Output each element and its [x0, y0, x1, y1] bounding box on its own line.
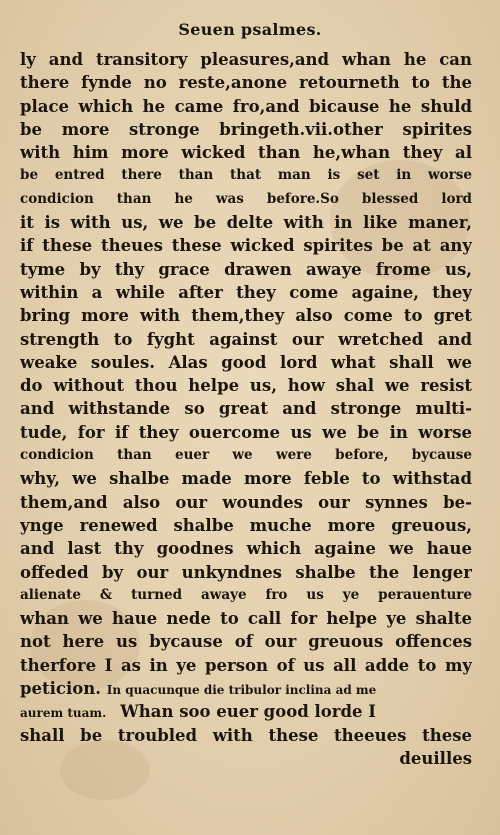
text-line: them,and also our woundes our synnes be- [20, 492, 472, 512]
latin-quotation: In quacunque die tribulor inclina ad me [106, 683, 377, 698]
text-line: and last thy goodnes which againe we haue [20, 539, 472, 559]
text-line: place which he came fro,and bicause he shuld [20, 96, 472, 116]
text-line: whan we haue nede to call for helpe ye shalte [20, 609, 472, 629]
catchword: deuilles [399, 748, 472, 768]
body-text [20, 48, 472, 770]
text-line: why, we shalbe made more feble to withstad [20, 469, 472, 489]
text-line: alienate & turned awaye fro us ye perauenture [20, 586, 472, 603]
text-line: weake soules. Alas good lord what shall we [20, 352, 472, 372]
text-line: if these theues these wicked spirites be at any [20, 236, 472, 256]
text-fragment: Whan soo euer good lorde I [120, 702, 376, 722]
text-line: tyme by thy grace drawen awaye frome us, [20, 259, 472, 279]
text-line: condicion than euer we were before, bycause [20, 447, 472, 464]
latin-quotation: aurem tuam. [20, 706, 107, 721]
text-line: there fynde no reste,anone retourneth to the [20, 73, 472, 93]
text-line: be more stronge bringeth.vii.other spirites [20, 119, 472, 139]
text-line: do without thou helpe us, how shal we resist [20, 376, 472, 396]
text-line: ly and transitory pleasures,and whan he can [20, 50, 472, 69]
text-line: within a while after they come againe, they [20, 282, 472, 302]
text-line: condicion than he was before.So blessed lord [20, 190, 472, 207]
text-line [20, 677, 472, 700]
text-line: shall be troubled with these theeues these [20, 725, 472, 745]
text-line: ynge renewed shalbe muche more greuous, [20, 515, 472, 535]
text-fragment: peticion. [20, 679, 101, 699]
text-line: and withstande so great and stronge multi- [20, 399, 472, 419]
text-line: bring more with them,they also come to gret [20, 306, 472, 326]
text-line: it is with us, we be delte with in like maner, [20, 213, 472, 233]
text-line: tude, for if they ouercome us we be in worse [20, 422, 472, 442]
text-line: with him more wicked than he,whan they al [20, 143, 472, 163]
text-line: offeded by our unkyndnes shalbe the lenger [20, 562, 472, 582]
text-line: not here us bycause of our greuous offences [20, 632, 472, 652]
text-line: therfore I as in ye person of us all adde to my [20, 655, 472, 675]
text-line [20, 700, 472, 723]
text-line: be entred there than that man is set in worse [20, 167, 472, 184]
text-line: strength to fyght against our wretched and [20, 329, 472, 349]
running-title: Seuen psalmes. [178, 20, 322, 39]
